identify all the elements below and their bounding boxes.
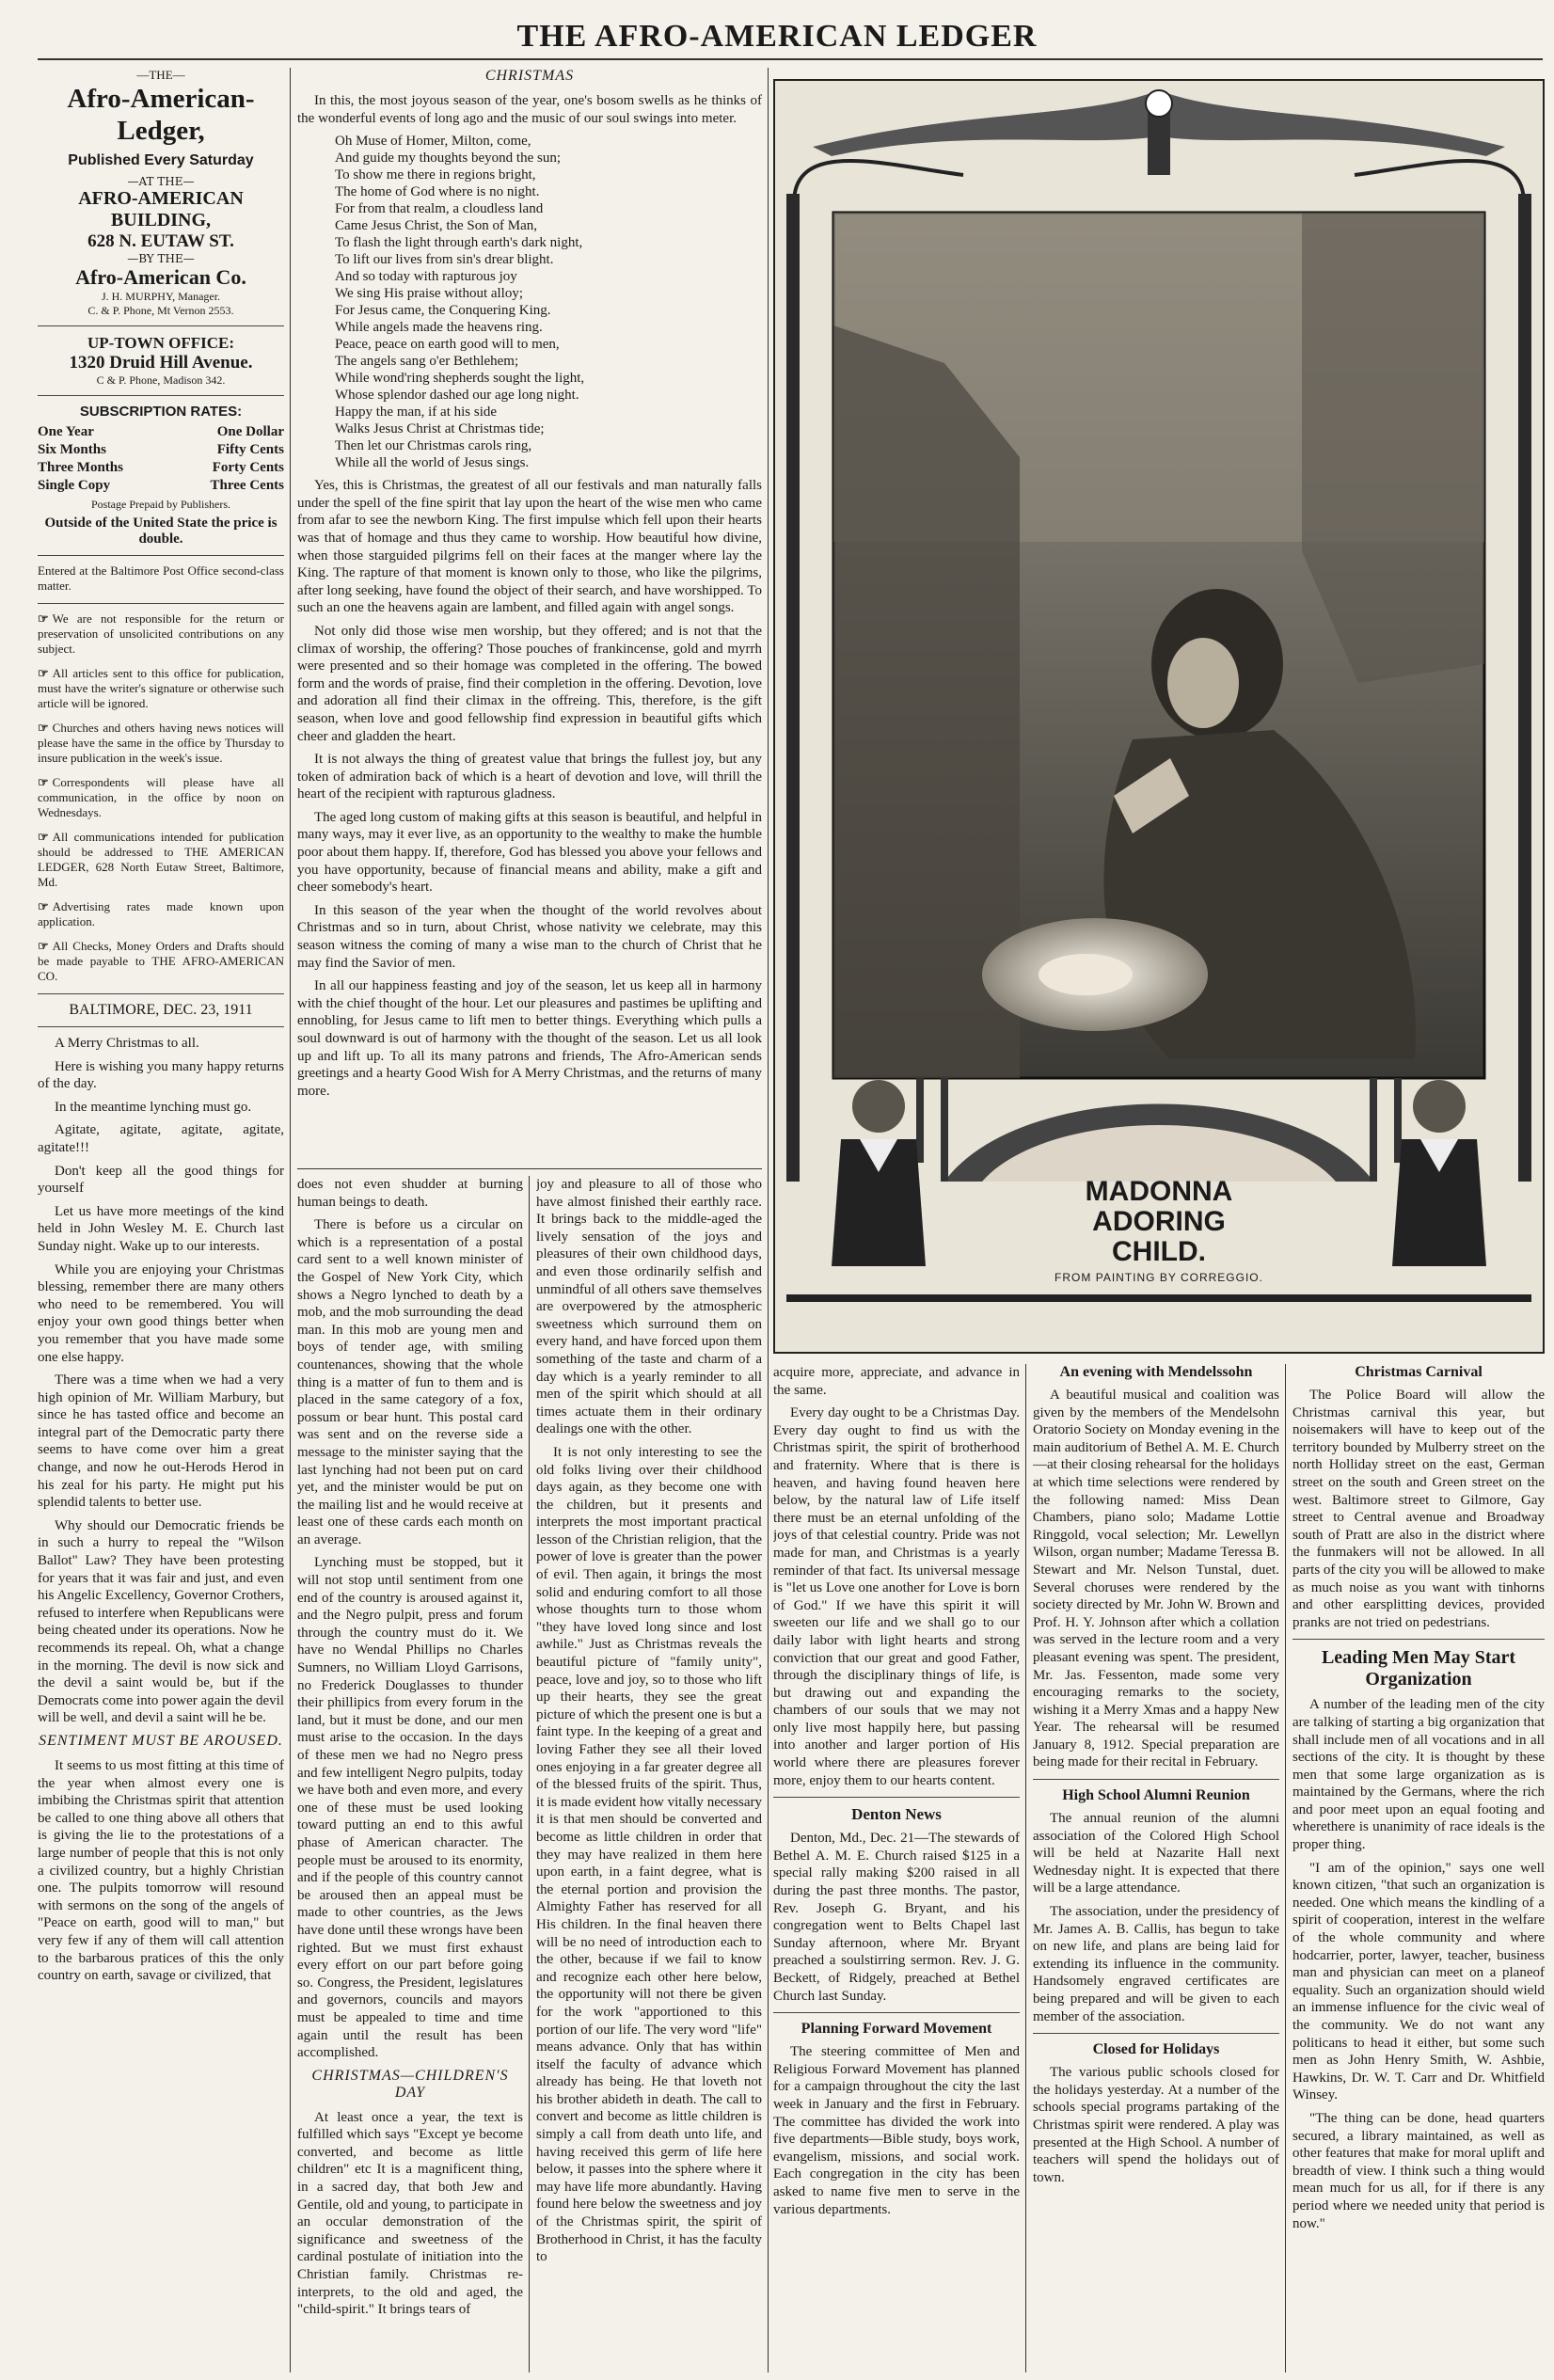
denton-heading: Denton News [851, 1805, 942, 1824]
masthead-the: —THE— [136, 68, 185, 82]
sentiment-heading: SENTIMENT MUST BE AROUSED. [39, 1732, 283, 1749]
column-para: It is not only interesting to see the old folks living over their childhood days again, as they become one with the children, but it presents and interprets the most important practical lesson of the Christian religion, that the power of love is greater than the power of evil. Then again, it brings the most solid and enduring comfort to all those whose thoughts turn to those whom "they have loved long since and lost awhile." Just as Christmas reveals the beautiful picture of "family unity", peace, love and joy, so to those who lift up their hearts, they see the great picture of which the present one is but a faint type. In the keeping of a great and loving Father they see all their loved ones enjoying in a far greater degree all of the blessed fruits of the spirit. Thus, it is made evident how vitally necessary it is that men should be converted and become as little children in order that they may have realized in them here upon earth, in a faint degree, what is the eternal portion and provision the Almighty Father has reserved for all His children. In the final heaven there will be no need of introduction each to the other, because if we fail to know and recognize each other here below, the opportunity will not there be given for the work "apportioned to this portion of our life. The very word "life" means advance. Only that has within itself the faculty of advance which already has being. He that loveth not his brother abideth in death. The call to convert and become as little children is simply a call from death unto life, and having received this germ of life here below, it passes into the sphere where it may have life more abundantly. Having found here below the sweetness and joy of the Christmas spirit, the spirit of Brotherhood in Christ, it has the faculty to [536, 1444, 762, 2265]
entered-line: Entered at the Baltimore Post Office second-class matter. [38, 563, 284, 593]
published-line: Published Every Saturday [68, 152, 254, 168]
christmas-spirit-column [773, 1364, 1020, 2372]
choir-boy-icon [832, 1080, 926, 1266]
alumni-text: The association, under the presidency of Mr. James A. B. Callis, has begun to take on new life, and plans are being laid for extending its influence in the community. Handsomely engraved certificates are being prepared and will be given to each member of the association. [1033, 1904, 1279, 2024]
carnival-column [1292, 1364, 1545, 2372]
editorial-para: Why should our Democratic friends be in such a hurry to repeal the "Wilson Ballot" Law? They have been protesting for years that it was fair and just, and even his Angelic Excellency, Governor Crothers, refused to interfere when Republicans were being cheated under its operations. Now he recommends its repeal. Oh, what a change in the morning. The devil is now sick and the devil a saint would be, but if the Democrats come into power again the devil will be well, and devil a saint will he be. [38, 1517, 284, 1726]
column-rule [1285, 1364, 1286, 2372]
notice-item: ☞ All Checks, Money Orders and Drafts should be made payable to THE AFRO-AMERICAN CO. [38, 939, 284, 983]
editorial-para: A Merry Christmas to all. [55, 1036, 199, 1051]
pointing-hand-icon: ☞ [38, 611, 49, 626]
editorial-para: Let us have more meetings of the kind held in John Wesley M. E. Church last Sunday night. Wake up to our interests. [38, 1203, 284, 1254]
uptown-heading: UP-TOWN OFFICE: [87, 334, 234, 352]
divider [38, 325, 284, 326]
caption-line: ADORING [1092, 1206, 1226, 1237]
column-para: acquire more, appreciate, and advance in the same. [773, 1365, 1020, 1398]
rate-row: One Year One Dollar [38, 424, 284, 439]
rate-row: Three Months Forty Cents [38, 460, 284, 475]
notice-item: ☞ Correspondents will please have all communication, in the office by noon on Wednesdays. [38, 775, 284, 819]
caption-line: CHILD. [1112, 1236, 1206, 1267]
dateline: BALTIMORE, DEC. 23, 1911 [69, 1002, 253, 1018]
notice-item: ☞ All articles sent to this office for publication, must have the writer's signature or otherwise such article will be ignored. [38, 666, 284, 710]
column-para: Lynching must be stopped, but it will not stop until sentiment from one end of the country is aroused against it, and the Negro pulpit, press and forum through the country must do it. We have no Wendal Phillips no Charles Sumners, no William Lloyd Garrisons, no Frederick Douglasses to thunder their phillipics from every forum in the land, but it must be done, and our men must arise to the occasion. In the days of these men we had no Negro press and few intelligent Negro pulpits, today we have both and even more, and every one of these must be used looking toward putting an end to this awful phase of American character. The people must be aroused to its enormity, and if the people of this country cannot be aroused then an appeal must be made to other countries, as the Jews have done until these wrongs have been righted. But we must first exhaust every effort on our part before going so. Congress, the President, legislatures and governors, councils and mayors must be appealed to time and time again until the result has been accomplished. [297, 1555, 523, 2061]
mendelssohn-heading: An evening with Mendelssohn [1059, 1364, 1253, 1380]
company-name: Afro-American Co. [75, 265, 246, 289]
uptown-phone: C & P. Phone, Madison 342. [96, 373, 226, 387]
christmas-editorial [297, 68, 762, 1164]
editorial-para: Here is wishing you many happy returns of the day. [38, 1058, 284, 1092]
column-rule [529, 1176, 530, 2372]
sentiment-text: It seems to us most fitting at this time of the year when almost every one is imbibing the Christmas spirit that attention be called to one thing above all others that is giving the lie to the protestations of a large number of people that this is not only a civilized country, but a highly Christian one. The pulpits tomorrow will resound with sermons on the song of the angels of "Peace on earth, good will to man," but very few if any of them will call attention to the barbarous pratices of this the only country on earth, savage or civilized, that [38, 1757, 284, 1984]
frame-pillar [786, 194, 800, 1182]
carnival-heading: Christmas Carnival [1355, 1364, 1483, 1380]
paper-name: Afro-American-Ledger, [67, 84, 255, 146]
local-news-column [1033, 1364, 1279, 2372]
carnival-text: The Police Board will allow the Christmas carnival this year, but noisemakers will have to keep out of the territory bounded by Mulberry street on the north Holliday street on the east, German street on the south and Green street on the west. Baltimore street to Gilmore, Gay street to Central avenue and Broadway south of Pratt are also in the district where the funmakers will not be allowed. In all parts of the city you will be allowed to make as much noise as you want with tinhorns and other earsplitting devices, provided pranks are not tried on pedestrians. [1292, 1388, 1545, 1630]
pointing-hand-icon: ☞ [38, 830, 49, 844]
holidays-heading: Closed for Holidays [1092, 2041, 1220, 2058]
uptown-address: 1320 Druid Hill Avenue. [69, 353, 253, 373]
alumni-text: The annual reunion of the alumni association of the Colored High School will be held at Nazarite Hall next Wednesday night. It is expected that there will be a large attendance. [1033, 1811, 1279, 1896]
rate-row: Single Copy Three Cents [38, 478, 284, 493]
divider [773, 2012, 1020, 2013]
at-the: —AT THE— [127, 175, 195, 188]
christmas-poem: Oh Muse of Homer, Milton, come, And guide my thoughts beyond the sun; To show me there in regions bright, The home of God where is no night. For from that realm, a cloudless land Came Jesus Christ, the Son of Man, To flash the light through earth's dark night, To lift our lives from sin's drear blight. And so today with rapturous joy We sing His praise without alloy; For Jesus came, the Conquering King. While angels made the heavens ring. Peace, peace on earth good will to men, The angels sang o'er Bethlehem; While wond'ring shepherds sought the light, Whose splendor dashed our age long night. Happy the man, if at his side Walks Jesus Christ at Christmas tide; Then let our Christmas carols ring, While all the world of Jesus sings. [335, 134, 585, 471]
divider [1033, 1779, 1279, 1780]
christmas-para: Not only did those wise men worship, but they offered; and is not that the climax of worship, the offering? Those pouches of frankincense, gold and myrrh were presented and so their homage was completed in the offering. The bowed form and the words of praise, find their completion in the offering. Devotion, love and adoration all find their climax in the offreing. This, therefore, is the gift season, when love and good fellowship find expression in beautiful gifts which cheer and gladden the heart. [297, 623, 762, 744]
column-rule [768, 68, 769, 2372]
divider [773, 1797, 1020, 1798]
divider [1292, 1639, 1545, 1640]
masthead-rule [38, 58, 1543, 60]
mendelssohn-text: A beautiful musical and coalition was given by the members of the Mendelsohn Oratorio Society on Monday evening in the main auditorium of Bethel A. M. E. Church —at their closing rehearsal for the holidays at which time selections were rendered by the following named: Miss Dean Chambers, piano solo; Madame Lottie Ringgold, vocal selection; Mr. Lewellyn Wilson, organ number; Madame Teressa B. Stewart and Mr. Nelson Tunstal, duet. Several choruses were rendered by the society directed by Mr. John W. Brown and Prof. H. Y. Johnson after which a collation was served in the lecture room and a very pleasant evening was spent. The president, Mr. Jas. Fessenton, made some very encouraging remarks to the society, wishing it a Merry Xmas and a happy New Year. The rehearsal will be resumed January 8, 1912. Special preparation are being made for their recital in February. [1033, 1388, 1279, 1770]
divider [38, 395, 284, 396]
notice-item: ☞ Churches and others having news notices will please have the same in the office by Thursday to insure publication in the week's issue. [38, 721, 284, 765]
lamp-ornament-icon [794, 90, 1524, 203]
illustration-art [775, 81, 1543, 1352]
leading-men-para: A number of the leading men of the city are talking of starting a big organization that shall include men of all vocations and in all sections of the city. It is thought by these men that some large organization as is maintained by the Germans, where the rich and poor meet upon an equal footing and wherethere is unanimity of race ideals is the proper thing. [1292, 1697, 1545, 1853]
christmas-para: It is not always the thing of greatest value that brings the fullest joy, but any token of admiration back of which is a heart of devotion and love, will thrill the heart of the recipient with rapturous gladness. [297, 752, 762, 802]
publisher-column [38, 68, 284, 2372]
divider [38, 555, 284, 556]
pointing-hand-icon: ☞ [38, 939, 49, 953]
column-rule [1025, 1364, 1026, 2372]
divider [1033, 2033, 1279, 2034]
leading-men-para: "I am of the opinion," says one well known citizen, "that such an organization is needed. One which means the kindling of a spirit of cooperation, interest in the welfare of the whole community and where hodcarrier, porter, lawyer, teacher, business man and physician can meet on a planeof equality. Such an organization should wield an immense influence for the civic weal of the community. We do not want any politicans to head it either, but some such men as John Henry Smith, W. Ashbie, Hawkins, Dr. W. T. Carr and Dr. Whitfield Winsey. [1292, 1860, 1545, 2103]
christmas-para: The aged long custom of making gifts at this season is beautiful, and helpful in many ways, may it ever live, as an opportunity to the wealthy to make the humble poor about them happy. If, therefore, God has blessed you above your fellows and you have opportunity, because of financial means and ability, make a gift and cheer somebody's heart. [297, 809, 762, 896]
pointing-hand-icon: ☞ [38, 721, 49, 735]
lynching-column [297, 1176, 523, 2372]
by-the: —BY THE— [127, 252, 195, 265]
christmas-para: In all our happiness feasting and joy of the season, let us keep all in harmony with the chief thought of the hour. Let our pleasures and pastimes be uplifting and ennobling, for Jesus came to lift men to better things. Everything which pulls a soul downward is out of harmony with the thought of the season. Let us all look up and lift up. To all its many patrons and friends, The Afro-American sends greetings and a hearty Good Wish for A Merry Christmas, and the returns of many more. [297, 978, 762, 1099]
madonna-face [1167, 638, 1239, 728]
building-name: AFRO-AMERICAN BUILDING, [78, 188, 244, 230]
child [1039, 954, 1133, 995]
notice-item: ☞ Advertising rates made known upon application. [38, 899, 284, 928]
christmas-heading: CHRISTMAS [484, 68, 575, 84]
outside-line: Outside of the United State the price is double. [44, 516, 278, 547]
holidays-text: The various public schools closed for the holidays yesterday. At a number of the schools special programs partaking of the Christmas spirit were rendered. A play was presented at the High School. A number of teachers will spend the holidays out of town. [1033, 2065, 1279, 2185]
childrens-day-heading: CHRISTMAS—CHILDREN'S DAY [311, 2067, 509, 2101]
caption-line: MADONNA [1085, 1177, 1233, 1207]
column-para: There is before us a circular on which is a representation of a postal card sent to a well known minister of the Gospel of New York City, which shows a Negro lynched to death by a mob, and the mob surrounding the dead man. In this mob are young men and boys of tender age, with smiling countenances, showing that the whole thing is a matter of fun to them and is placed in the same category of a fox, possum or bear hunt. This postal card was sent and on the reverse side a message to the minister saying that the last lynching had not been put on card yet, and the minister would be put on the mailing list and he would receive at least one of these cards each month on an average. [297, 1217, 523, 1547]
column-para: joy and pleasure to all of those who have almost finished their earthly race. It brings back to the middle-aged the lively sensation of the joys and pleasures of their own childhood days, and even those ordinarily selfish and unmindful of all others save themselves are overpowered by the atmospheric sweetness which surround them on every hand, and have forced upon them something of the taste and charm of a day which is a yearly reminder to all men of the spirit which should at all times actuate them in their ordinary dealings one with the other. [536, 1177, 762, 1437]
editorial-para: In the meantime lynching must go. [55, 1099, 252, 1115]
madonna-illustration [773, 79, 1545, 1354]
christmas-para: Yes, this is Christmas, the greatest of all our festivals and man naturally falls under the spell of the fine spirit that lay upon the heart of the wise men who came from afar to see the newborn King. The first impulse which fell upon their hearts was that of homage and thus they came to worship. How beautiful how divine, when those starguided pilgrims fell on their faces at the manger where lay the King. The rapture of that moment is known only to those, who like the pilgrims, after long seeking, have found the object of their search, and have worshipped. To such an one the heavens again are lambent, and filled again with angel songs. [297, 478, 762, 616]
divider [38, 993, 284, 994]
phone-line: C. & P. Phone, Mt Vernon 2553. [87, 304, 234, 317]
frame-pillar [1518, 194, 1531, 1182]
section-rule [297, 1168, 762, 1169]
childrens-day-text: At least once a year, the text is fulfilled which says "Except ye become converted, and become as little children" etc It is a magnificent thing, in a sacred day, that both Jew and Gentile, old and young, to participate in an occular demonstration of the significance and sweetness of the cardinal postulate of initiation into the Christian family. Christmas re-interprets, to the old and aged, the "child-spirit." It brings tears of [297, 2109, 523, 2318]
divider [38, 603, 284, 604]
christmas-intro: In this, the most joyous season of the year, one's bosom swells as he thinks of the wonderful events of long ago and the music of our soul swings into meter. [297, 93, 762, 126]
christmas-para: In this season of the year when the thought of the world revolves about Christmas and so in turn, about Christ, whose nativity we celebrate, may this season witness the coming of many a wise man to the church of Christ that he may find the Savior of men. [297, 902, 762, 971]
alumni-heading: High School Alumni Reunion [1062, 1787, 1250, 1804]
editorial-para: While you are enjoying your Christmas blessing, remember there are many others who need to be remembered. You will enjoy your own good things better when you remember that you have made some one else happy. [38, 1261, 284, 1365]
pointing-hand-icon: ☞ [38, 775, 49, 789]
leading-men-heading: Leading Men May Start Organization [1321, 1647, 1516, 1690]
column-para: Every day ought to be a Christmas Day. Every day ought to find us with the Christmas spirit, the spirit of brotherhood and fraternity. Where that is there is heaven, and having found heaven here below, by the natural law of Life itself there must be an eternal unfolding of the joys of that celestial country. Pride was not made for man, and Christmas is a yearly reminder of that fact. Its universal message is "let us Love one another for Love is born of God." If we have this spirit it will sweeten our life and we shall go to our daily labor with light hearts and strong conviction that our great and good Father, through the disciplinary things of life, is but drawing out and expanding the chambers of our souls that we may not only live most happily here, but passing into another and larger portion of His world where there are pleasures forever more, enjoy them to our hearts content. [773, 1405, 1020, 1788]
column-para: does not even shudder at burning human beings to death. [297, 1177, 523, 1210]
choir-boy-icon [1392, 1080, 1486, 1266]
column-rule [290, 68, 291, 2372]
editorial-para: There was a time when we had a very high opinion of Mr. William Marbury, but since he has tasted office and become an integral part of the Democratic party there seems to have come over him a great change, and now he out-Herods Herod in his zeal for his party. He might put his splendid talents to better use. [38, 1372, 284, 1511]
postage-line: Postage Prepaid by Publishers. [91, 498, 230, 511]
planning-text: The steering committee of Men and Religious Forward Movement has planned for a campaign throughout the city the last week in January and the first in February. The committee has divided the work into five departments—Bible study, boys work, evangelism, missions, and social work. Each congregation in the city has been asked to name five men to serve in the various departments. [773, 2044, 1020, 2217]
editorial-para: Don't keep all the good things for yourself [38, 1163, 284, 1197]
childrens-day-column [536, 1176, 762, 2372]
notice-item: ☞ We are not responsible for the return or preservation of unsolicited contributions on any subject. [38, 611, 284, 656]
caption-credit: FROM PAINTING BY CORREGGIO. [1054, 1271, 1263, 1284]
denton-text: Denton, Md., Dec. 21—The stewards of Bethel A. M. E. Church raised $125 in a special rally making $200 raised in all during the past three months. The pastor, Rev. Joseph G. Bryant, and his congregation went to Belts Chapel last Sunday afternoon, where Mr. Bryant preached a soulstirring sermon. Rev. J. G. Beckett, of Ridgely, preached at Bethel Church last Sunday. [773, 1831, 1020, 2004]
masthead: THE AFRO-AMERICAN LEDGER [516, 19, 1038, 54]
manager-line: J. H. MURPHY, Manager. [101, 290, 221, 303]
pointing-hand-icon: ☞ [38, 899, 49, 913]
pointing-hand-icon: ☞ [38, 666, 49, 680]
planning-heading: Planning Forward Movement [801, 2021, 992, 2038]
building-street: 628 N. EUTAW ST. [87, 231, 234, 251]
leading-men-para: "The thing can be done, head quarters secured, a library maintained, as well as other features that make for moral uplift and breadth of view. I think such a thing would mean much for us all, for if there is any period where we needed unity that period is now." [1292, 2110, 1545, 2231]
editorial-para: Agitate, agitate, agitate, agitate, agitate!!! [38, 1122, 284, 1155]
rates-heading: SUBSCRIPTION RATES: [79, 404, 243, 420]
rate-row: Six Months Fifty Cents [38, 442, 284, 457]
notice-item: ☞ All communications intended for publication should be addressed to THE AMERICAN LEDGER, 628 North Eutaw Street, Baltimore, Md. [38, 830, 284, 889]
illustration-caption [1046, 1177, 1272, 1309]
divider [38, 1026, 284, 1027]
